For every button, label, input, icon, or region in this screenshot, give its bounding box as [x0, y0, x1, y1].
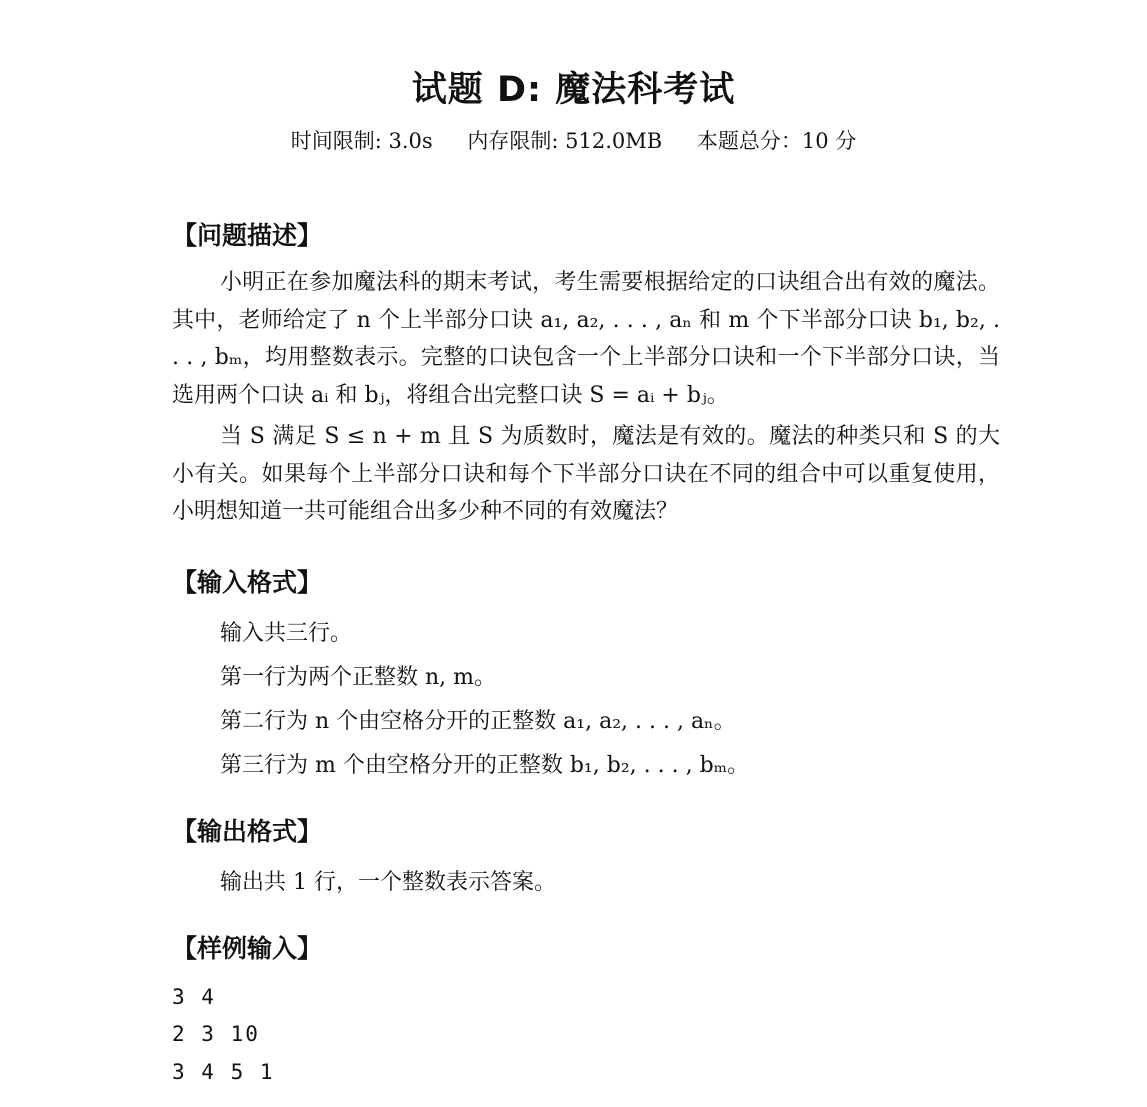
input-line: 第三行为 m 个由空格分开的正整数 b₁, b₂, . . . , bₘ。	[220, 753, 750, 778]
output-format-heading: 【输出格式】	[172, 817, 323, 846]
description-paragraph-1: 小明正在参加魔法科的期末考试，考生需要根据给定的口诀组合出有效的魔法。其中，老师给定了 n 个上半部分口诀 a₁, a₂, . . . , aₙ 和 m 个下半部分口诀 b₁, b₂, . . . , bₘ，均用整数表示。完整的口诀包含一个上半部分口诀和一个下半部分口诀，当选用两个口诀 aᵢ 和 bⱼ，将组合出完整口诀 S = aᵢ + bⱼ。	[172, 270, 1000, 408]
time-limit: 时间限制: 3.0s	[290, 129, 433, 153]
sample-input-line: 2 3 10	[172, 1022, 260, 1046]
description-heading: 【问题描述】	[172, 221, 323, 250]
memory-limit: 内存限制: 512.0MB	[467, 129, 663, 153]
sample-input-line: 3 4 5 1	[172, 1060, 275, 1084]
description-paragraph-2: 当 S 满足 S ≤ n + m 且 S 为质数时，魔法是有效的。魔法的种类只和 S 的大小有关。如果每个上半部分口诀和每个下半部分口诀在不同的组合中可以重复使用，小明想知道一共可能组合出多少种不同的有效魔法？	[172, 424, 1000, 524]
input-line: 第一行为两个正整数 n, m。	[220, 665, 497, 690]
sample-input-heading: 【样例输入】	[172, 934, 323, 963]
problem-title: 试题 D: 魔法科考试	[411, 70, 736, 110]
input-format-heading: 【输入格式】	[172, 568, 323, 597]
problem-limits	[0, 125, 1147, 155]
description-body	[172, 264, 1000, 531]
input-line: 输入共三行。	[220, 621, 353, 646]
sample-input-line: 3 4	[172, 985, 216, 1009]
total-score: 本题总分：10 分	[696, 129, 857, 153]
input-line: 第二行为 n 个由空格分开的正整数 a₁, a₂, . . . , aₙ。	[220, 709, 736, 734]
output-line: 输出共 1 行，一个整数表示答案。	[220, 870, 556, 895]
